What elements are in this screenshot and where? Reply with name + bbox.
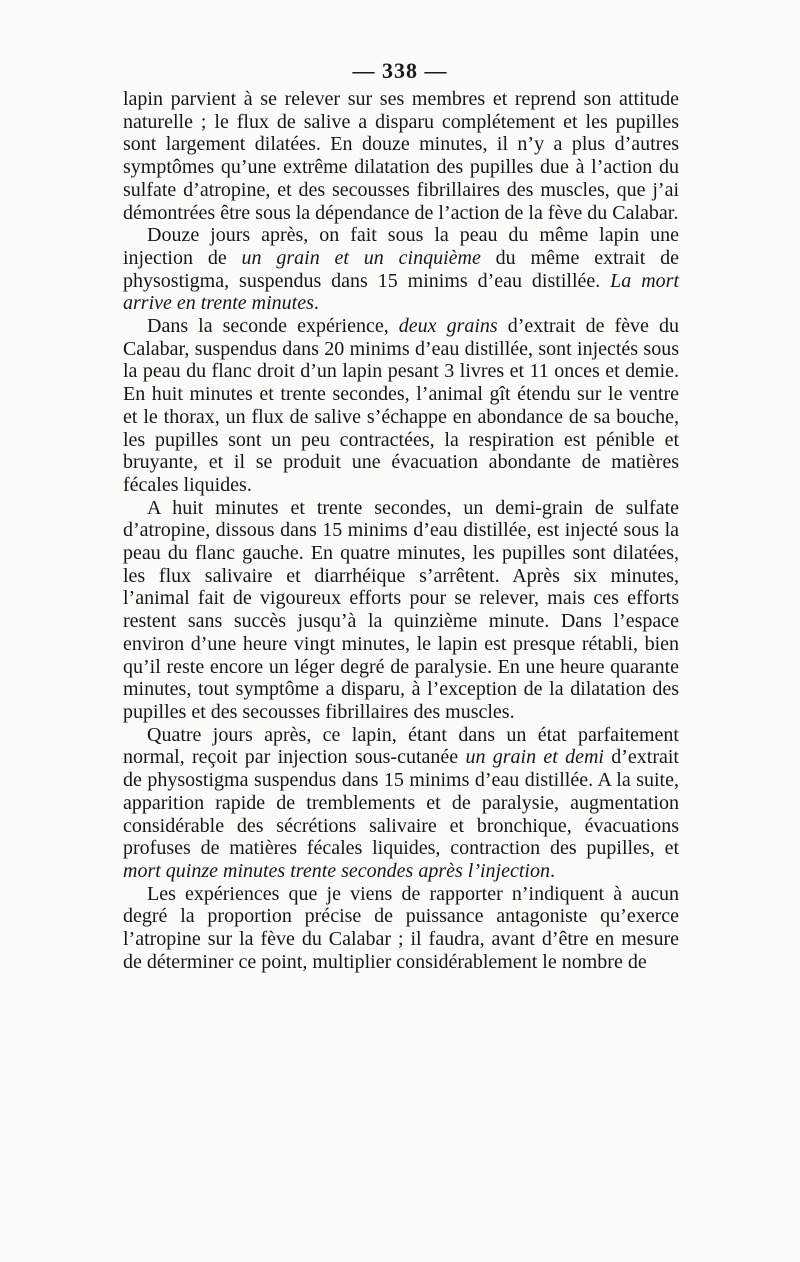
text-run: d’extrait de physostigma suspendus dans 15 minims d’eau distillée. A la suite, apparition rapide de tremblements et de paralysie, augmentation considérable des sécrétions salivaire et bronchique, évacuations profuses de matières fécales liquides, contraction des pupilles, et <box>123 746 679 860</box>
text-run: Les expériences que je viens de rapporter n’indiquent à aucun degré la proportion précise de puissance antagoniste qu’exerce l’atropine sur la fève du Calabar ; il faudra, avant d’être en mesure de déterminer ce point, multiplier considérablement le nombre de <box>123 882 679 973</box>
italic-text-run: deux grains <box>398 315 498 338</box>
text-run: Quatre jours après, ce lapin, étant dans un état parfaitement normal, reçoit par injection sous-cutanée <box>123 723 679 769</box>
paragraph-3 <box>123 315 679 497</box>
text-run: A huit minutes et trente secondes, un demi-grain de sulfate d’atropine, dissous dans 15 minims d’eau distillée, est injecté sous la peau du flanc gauche. En quatre minutes, les pupilles sont dilatées, les flux salivaire et diarrhéique s’arrêtent. Après six minutes, l’animal fait de vigoureux efforts pour se relever, mais ces efforts restent sans succès jusqu’à la quinzième minute. Dans l’espace environ d’une heure vingt minutes, le lapin est presque rétabli, bien qu’il reste encore un léger degré de paralysie. En une heure quarante minutes, tout symptôme a disparu, à l’exception de la dilatation des pupilles et des secousses fibrillaires des muscles. <box>123 496 679 723</box>
body-text <box>123 88 679 973</box>
text-run: Douze jours après, on fait sous la peau du même lapin une injection de <box>123 224 679 269</box>
text-run: . <box>549 859 555 882</box>
text-run: lapin parvient à se relever sur ses membres et reprend son attitude naturelle ; le flux de salive a disparu complétement et les pupilles sont largement dilatées. En douze minutes, il n’y a plus d’autres symptômes qu’une extrême dilatation des pupilles due à l’action du sulfate d’atropine, et des secousses fibrillaires des muscles, que j’ai démontrées être sous la dépendance de l’action de la fève du Calabar. <box>123 88 679 224</box>
paragraph-5 <box>123 724 679 883</box>
page-number: — 338 — <box>352 58 448 83</box>
text-run: d’extrait de fève du Calabar, suspendus dans 20 minims d’eau distillée, sont injectés sous la peau du flanc droit d’un lapin pesant 3 livres et 11 onces et demie. En huit minutes et trente secondes, l’animal gît étendu sur le ventre et le thorax, un flux de salive s’échappe en abondance de sa bouche, les pupilles sont un peu contractées, la respiration est pénible et bruyante, et il se produit une évacuation abondante de matières fécales liquides. <box>123 315 679 496</box>
paragraph-6 <box>123 883 679 974</box>
paragraph-4 <box>123 497 679 724</box>
paragraph-1 <box>123 88 679 224</box>
paragraph-2 <box>123 224 679 315</box>
italic-text-run: un grain et demi <box>465 746 604 769</box>
italic-text-run: La mort arrive en trente minutes <box>123 269 679 315</box>
text-run: Dans la seconde expérience, <box>147 315 399 338</box>
italic-text-run: un grain et un cinquième <box>241 246 481 269</box>
text-run: du même extrait de physostigma, suspendus dans 15 minims d’eau distillée. <box>123 246 680 292</box>
italic-text-run: mort quinze minutes trente secondes après l’injection <box>123 859 550 882</box>
text-run: . <box>313 292 319 315</box>
